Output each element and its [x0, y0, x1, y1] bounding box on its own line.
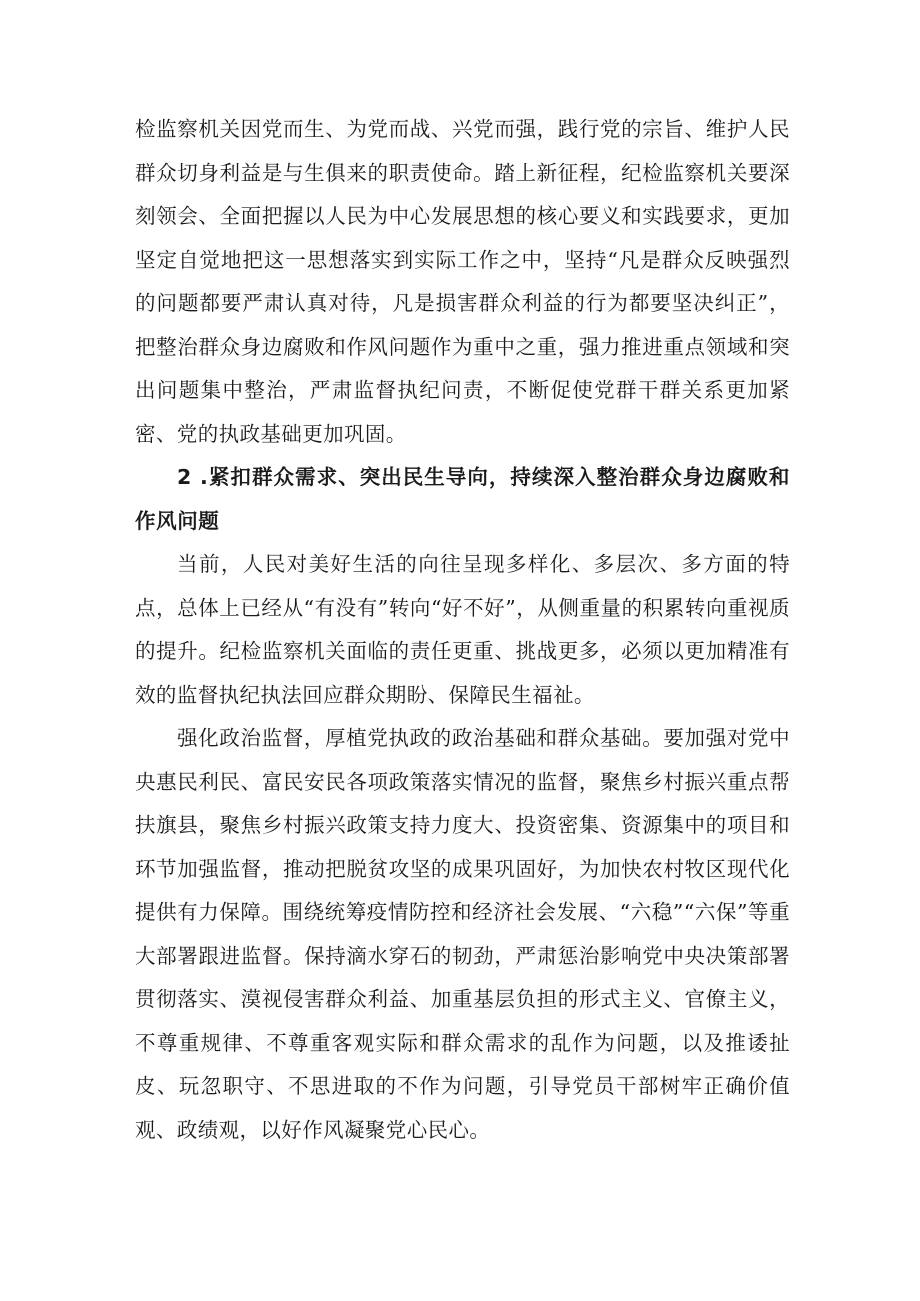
section-heading-2: 2 .紧扣群众需求、突出民生导向，持续深入整治群众身边腐败和作风问题	[135, 465, 790, 533]
body-paragraph-1: 检监察机关因党而生、为党而战、兴党而强，践行党的宗旨、维护人民群众切身利益是与生俱来的职责使命。踏上新征程，纪检监察机关要深刻领会、全面把握以人民为中心发展思想的核心要义和实践要求，更加坚定自觉地把这一思想落实到实际工作之中，坚持“凡是群众反映强烈的问题都要严肃认真对待，凡是损害群众利益的行为都要坚决纠正”，把整治群众身边腐败和作风问题作为重中之重，强力推进重点领域和突出问题集中整治，严肃监督执纪问责，不断促使党群干群关系更加紧密、党的执政基础更加巩固。	[135, 117, 790, 446]
document-body	[135, 108, 790, 1152]
body-paragraph-3: 强化政治监督，厚植党执政的政治基础和群众基础。要加强对党中央惠民利民、富民安民各项政策落实情况的监督，聚焦乡村振兴重点帮扶旗县，聚焦乡村振兴政策支持力度大、投资密集、资源集中的项目和环节加强监督，推动把脱贫攻坚的成果巩固好，为加快农村牧区现代化提供有力保障。围绕统筹疫情防控和经济社会发展、“六稳”“六保”等重大部署跟进监督。保持滴水穿石的韧劲，严肃惩治影响党中央决策部署贯彻落实、漠视侵害群众利益、加重基层负担的形式主义、官僚主义，不尊重规律、不尊重客观实际和群众需求的乱作为问题，以及推诿扯皮、玩忽职守、不思进取的不作为问题，引导党员干部树牢正确价值观、政绩观，以好作风凝聚党心民心。	[135, 726, 790, 1142]
body-paragraph-2: 当前，人民对美好生活的向往呈现多样化、多层次、多方面的特点，总体上已经从“有没有”转向“好不好”，从侧重量的积累转向重视质的提升。纪检监察机关面临的责任更重、挑战更多，必须以更加精准有效的监督执纪执法回应群众期盼、保障民生福祉。	[135, 552, 790, 707]
